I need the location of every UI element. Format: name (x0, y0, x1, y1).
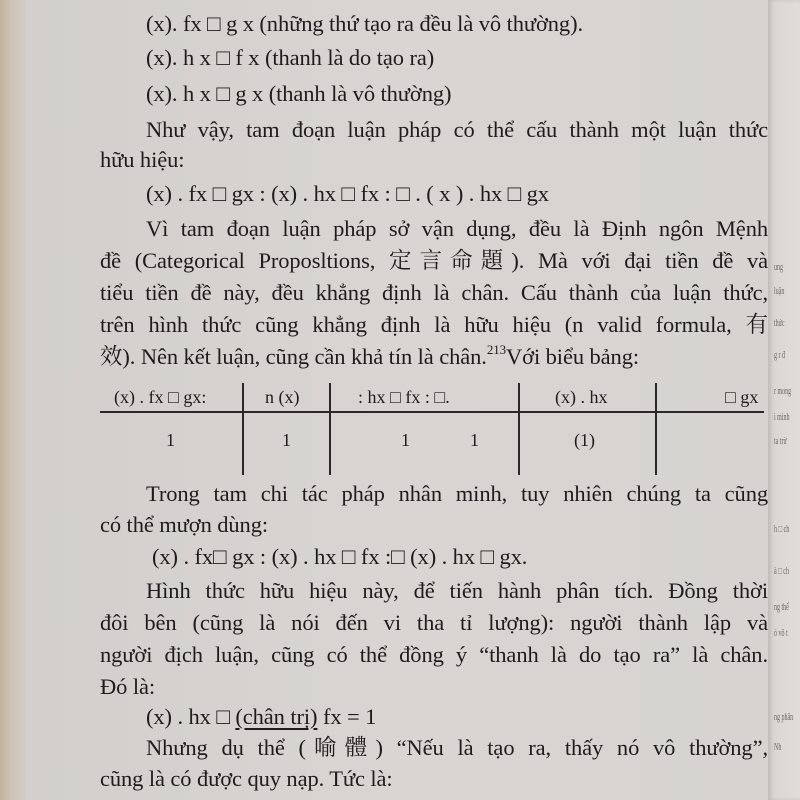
bleed-text: à □ ch (774, 566, 789, 577)
premise-minor: (x). h x □ f x (thanh là do tạo ra) (146, 45, 435, 70)
text-run: Với biểu bảng: (506, 344, 640, 369)
paragraph-line: hữu hiệu: (100, 147, 185, 172)
table-value-cell: 1 (166, 430, 175, 450)
table-value-cell: 1 (282, 430, 291, 450)
table-header-cell: n (x) (265, 387, 300, 407)
paragraph-line: người địch luận, cũng có thể đồng ý “thanh là do tạo ra” là chân. (100, 642, 768, 667)
paragraph-line: Vì tam đoạn luận pháp sở vận dụng, đều là Định ngôn Mệnh (146, 216, 768, 241)
paragraph-line: Hình thức hữu hiệu này, để tiến hành phân tích. Đồng thời (146, 578, 768, 603)
bleed-text: ta trừ (774, 436, 787, 447)
formula-line: (x) . fx □ gx : (x) . hx □ fx : □ . ( x ) . hx □ gx (146, 181, 549, 206)
bleed-text: thức (774, 318, 785, 329)
paragraph-line: Đó là: (100, 674, 156, 699)
bleed-text: h □ ch (774, 524, 790, 535)
table-value-cell: 1 (401, 430, 410, 450)
book-spine-edge (0, 0, 26, 800)
footnote-ref: 213 (486, 342, 507, 357)
bleed-text: ung (774, 262, 783, 273)
paragraph-line (100, 342, 640, 369)
paragraph-line: tiểu tiền đề này, đều khẳng định là chân. Cấu thành của luận thức, (100, 280, 768, 305)
premise-major: (x). fx □ g x (những thứ tạo ra đều là vô thường). (146, 11, 583, 36)
paragraph-line: đôi bên (cũng là nói đến vi tha tỉ lượng): người thành lập và (100, 610, 768, 635)
table-column-divider (518, 383, 520, 475)
text-run: fx = 1 (317, 704, 377, 729)
table-header-rule (100, 411, 764, 413)
table-header-cell: (x) . hx (555, 387, 608, 407)
bleed-text: r mong (774, 386, 792, 397)
paragraph-line: cũng là có được quy nạp. Tức là: (100, 766, 393, 791)
paragraph-line: Như vậy, tam đoạn luận pháp có thể cấu thành một luận thức (146, 117, 768, 142)
bleed-text: ng phân (774, 712, 794, 723)
text-run: 效). Nên kết luận, cũng cần khả tín là chân. (100, 344, 487, 369)
table-value-cell: (1) (574, 430, 595, 450)
table-value-cell: 1 (470, 430, 479, 450)
underlined-term: (chân trị) (235, 704, 318, 729)
adjacent-page-edge (768, 0, 800, 800)
table-column-divider (329, 383, 331, 475)
bleed-text: ng thể (774, 602, 789, 613)
paragraph-line: Nhưng dụ thể (喻體) “Nếu là tạo ra, thấy nó vô thường”, (146, 735, 768, 760)
bleed-text: g r đ (774, 350, 786, 361)
table-header-cell: : hx □ fx : □. (358, 387, 450, 407)
bleed-text: luận (774, 286, 785, 297)
paragraph-line: Trong tam chi tác pháp nhân minh, tuy nhiên chúng ta cũng (146, 481, 768, 506)
truth-table (100, 383, 764, 475)
paragraph-line: trên hình thức cũng khẳng định là hữu hiệu (n valid formula, 有 (100, 312, 768, 337)
bleed-text: i minh (774, 412, 790, 423)
conclusion: (x). h x □ g x (thanh là vô thường) (146, 81, 452, 106)
table-header-cell: □ gx (725, 387, 759, 407)
table-header-cell: (x) . fx □ gx: (114, 387, 207, 407)
formula-line (146, 706, 376, 729)
table-column-divider (655, 383, 657, 475)
bleed-text: ó vô t (774, 628, 788, 639)
text-run: (x) . hx □ (146, 704, 236, 729)
paragraph-line: có thể mượn dùng: (100, 512, 268, 537)
table-column-divider (242, 383, 244, 475)
paragraph-line: đề (Categorical Proposltions, 定言命題). Mà với đại tiền đề và (100, 248, 768, 273)
formula-line: (x) . fx□ gx : (x) . hx □ fx :□ (x) . hx □ gx. (152, 544, 528, 569)
bleed-text: Nh (774, 742, 782, 753)
